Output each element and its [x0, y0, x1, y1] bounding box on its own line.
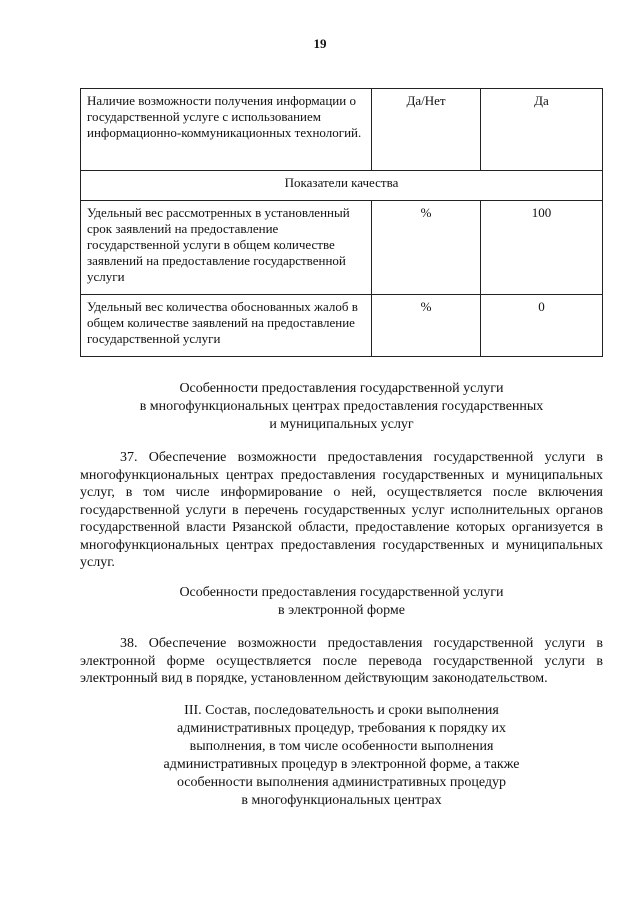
unit-cell: %	[372, 295, 481, 357]
electronic-section-heading	[80, 584, 603, 620]
heading-line: Особенности предоставления государственной услуги	[179, 585, 504, 600]
table-row	[81, 201, 603, 295]
page-number: 19	[313, 36, 327, 51]
paragraph-38: 38. Обеспечение возможности предоставления государственной услуги в электронной форме осуществляется после перевода государственной услуги в электронный вид в порядке, установленном действующим законодательством.	[80, 636, 603, 686]
paragraph-37: 37. Обеспечение возможности предоставления государственной услуги в многофункциональных центрах предоставления государственных и муниципальных услуг, в том числе информирование о ней, осуществляется после включения государственной услуги в перечень государственных услуг исполнительных органов государственной власти Рязанской области, предоставление которых организуется в многофункциональных центрах предоставления государственных и муниципальных услуг.	[80, 450, 603, 570]
unit-cell: Да/Нет	[372, 89, 481, 171]
section-title-cell: Показатели качества	[81, 171, 603, 201]
indicator-cell: Удельный вес рассмотренных в установленный срок заявлений на предоставление государственной услуги в общем количестве заявлений на предоставление государственной услуги	[81, 201, 372, 295]
heading-line: III. Состав, последовательность и сроки выполнения	[184, 703, 499, 718]
value-cell: 100	[481, 201, 603, 295]
table-row	[81, 295, 603, 357]
mfc-section-heading	[80, 380, 603, 434]
heading-line: особенности выполнения административных процедур	[176, 775, 507, 790]
indicator-cell: Наличие возможности получения информации о государственной услуге с использованием информационно-коммуникационных технологий.	[81, 89, 372, 171]
heading-line: в электронной форме	[278, 603, 405, 618]
heading-line: в многофункциональных центрах	[241, 793, 442, 808]
indicator-cell: Удельный вес количества обоснованных жалоб в общем количестве заявлений на предоставление государственной услуги	[81, 295, 372, 357]
value-cell: Да	[481, 89, 603, 171]
indicators-table	[80, 88, 603, 357]
heading-line: в многофункциональных центрах предоставления государственных	[139, 399, 544, 414]
chapter-3-heading	[80, 702, 603, 810]
table-row	[81, 89, 603, 171]
heading-line: выполнения, в том числе особенности выполнения	[189, 739, 494, 754]
heading-line: Особенности предоставления государственной услуги	[179, 381, 504, 396]
heading-line: и муниципальных услуг	[269, 417, 414, 432]
value-cell: 0	[481, 295, 603, 357]
table-section-row	[81, 171, 603, 201]
heading-line: административных процедур, требования к порядку их	[177, 721, 506, 736]
unit-cell: %	[372, 201, 481, 295]
heading-line: административных процедур в электронной форме, а также	[163, 757, 520, 772]
